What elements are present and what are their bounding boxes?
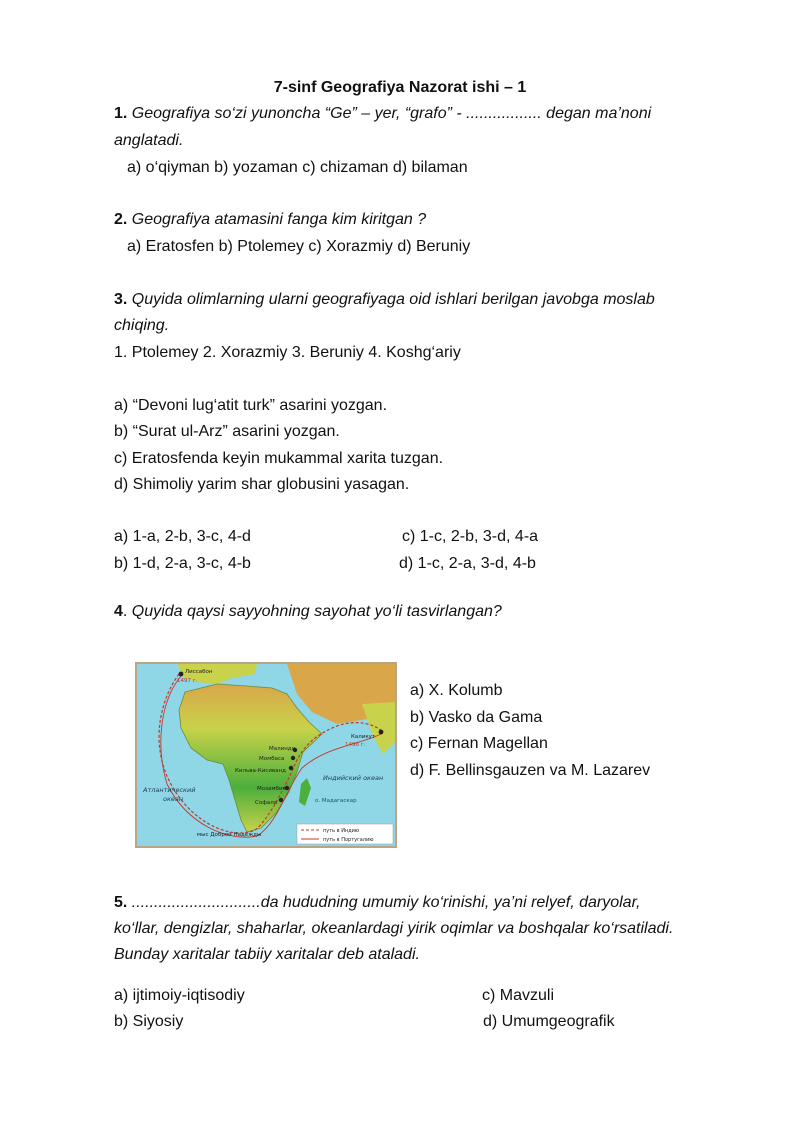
question-4-option-d: d) F. Bellinsgauzen va M. Lazarev xyxy=(410,762,651,779)
question-3-answer-c: c) 1-c, 2-b, 3-d, 4-a xyxy=(402,528,539,545)
mombasa-marker xyxy=(291,756,295,760)
question-3-work-c: c) Eratosfenda keyin mukammal xarita tuzgan. xyxy=(114,450,444,467)
map-label-kilwa: Кильва-Кисиванд xyxy=(235,768,286,774)
route-map xyxy=(135,662,397,848)
question-3-text-line2: chiqing. xyxy=(114,317,170,334)
calicut-marker xyxy=(379,730,384,735)
question-5-option-c: c) Mavzuli xyxy=(482,987,555,1004)
question-1-text-line2: anglatadi. xyxy=(114,132,184,149)
question-3 xyxy=(114,290,655,310)
question-5 xyxy=(114,893,640,913)
question-5-number: 5. xyxy=(114,894,128,911)
question-4-text: Quyida qaysi sayyohning sayohat yo‘li tasvirlangan? xyxy=(131,603,502,620)
question-2-options: a) Eratosfen b) Ptolemey c) Xorazmiy d) Beruniy xyxy=(127,238,471,255)
map-label-malindi: Малинди xyxy=(269,746,296,752)
question-3-text-line1: Quyida olimlarning ularni geografiyaga oid ishlari berilgan javobga moslab xyxy=(131,291,655,308)
map-label-calicut: Каликут xyxy=(351,734,376,740)
question-2-number: 2. xyxy=(114,211,128,228)
map-label-atlantic: Атлантический xyxy=(143,786,196,794)
question-2-text: Geografiya atamasini fanga kim kiritgan ? xyxy=(131,211,427,228)
map-label-lisbon: Лиссабон xyxy=(185,669,213,675)
page-title: 7-sinf Geografiya Nazorat ishi – 1 xyxy=(273,79,527,96)
map-label-year-1497: 1497 г. xyxy=(177,678,198,684)
question-3-work-d: d) Shimoliy yarim shar globusini yasagan. xyxy=(114,476,410,493)
question-3-answer-b: b) 1-d, 2-a, 3-c, 4-b xyxy=(114,555,251,572)
question-4-option-c: c) Fernan Magellan xyxy=(410,735,548,752)
question-5-option-b: b) Siyosiy xyxy=(114,1013,184,1030)
legend-label-to-portugal: путь в Португалию xyxy=(323,837,374,843)
question-5-text-line1: .............................da hududning umumiy ko‘rinishi, ya’ni relyef, daryolar, xyxy=(131,894,641,911)
question-1-options: a) o‘qiyman b) yozaman c) chizaman d) bilaman xyxy=(127,159,468,176)
map-label-indian-ocean: Индийский океан xyxy=(323,774,384,782)
question-4-number: 4 xyxy=(114,603,123,620)
map-label-atlantic-2: океан xyxy=(163,795,184,803)
question-1-number: 1. xyxy=(114,105,128,122)
question-4-option-a: a) X. Kolumb xyxy=(410,682,503,699)
question-3-answer-a: a) 1-a, 2-b, 3-c, 4-d xyxy=(114,528,251,545)
question-3-number: 3. xyxy=(114,291,128,308)
question-3-answer-d: d) 1-c, 2-a, 3-d, 4-b xyxy=(399,555,536,572)
lisbon-marker xyxy=(179,672,184,677)
map-label-year-1498: 1498 г. xyxy=(345,742,366,748)
question-5-text-line3: Bunday xaritalar tabiiy xaritalar deb ataladi. xyxy=(114,946,420,963)
kilwa-marker xyxy=(289,766,293,770)
question-3-work-a: a) “Devoni lug‘atit turk” asarini yozgan. xyxy=(114,397,388,414)
map-label-mombasa: Момбаса xyxy=(259,756,285,762)
question-4: 4. Quyida qaysi sayyohning sayohat yo‘li tasvirlangan? xyxy=(114,603,502,620)
map-label-good-hope: мыс Доброй Надежды xyxy=(197,832,262,838)
map-label-madagascar: о. Мадагаскар xyxy=(315,798,357,804)
question-5-option-d: d) Umumgeografik xyxy=(483,1013,615,1030)
sofala-marker xyxy=(279,798,283,802)
question-4-option-b: b) Vasko da Gama xyxy=(410,709,543,726)
question-5-option-a: a) ijtimoiy-iqtisodiy xyxy=(114,987,245,1004)
map-label-mozambique: Мозамбик xyxy=(257,786,286,792)
map-label-sofala: Софала xyxy=(255,800,278,806)
question-5-text-line2: ko‘llar, dengizlar, shaharlar, okeanlardagi yirik oqimlar va boshqalar ko‘rsatiladi. xyxy=(114,920,674,937)
question-1-text-line1: Geografiya so‘zi yunoncha “Ge” – yer, “grafo” - ................. degan ma’noni xyxy=(131,105,652,122)
legend-label-to-india: путь в Индию xyxy=(323,828,360,834)
question-3-scholars: 1. Ptolemey 2. Xorazmiy 3. Beruniy 4. Koshg‘ariy xyxy=(114,344,461,361)
route-map-drawing xyxy=(137,664,395,846)
question-3-work-b: b) “Surat ul-Arz” asarini yozgan. xyxy=(114,423,340,440)
question-1 xyxy=(114,104,651,124)
question-2 xyxy=(114,210,426,230)
